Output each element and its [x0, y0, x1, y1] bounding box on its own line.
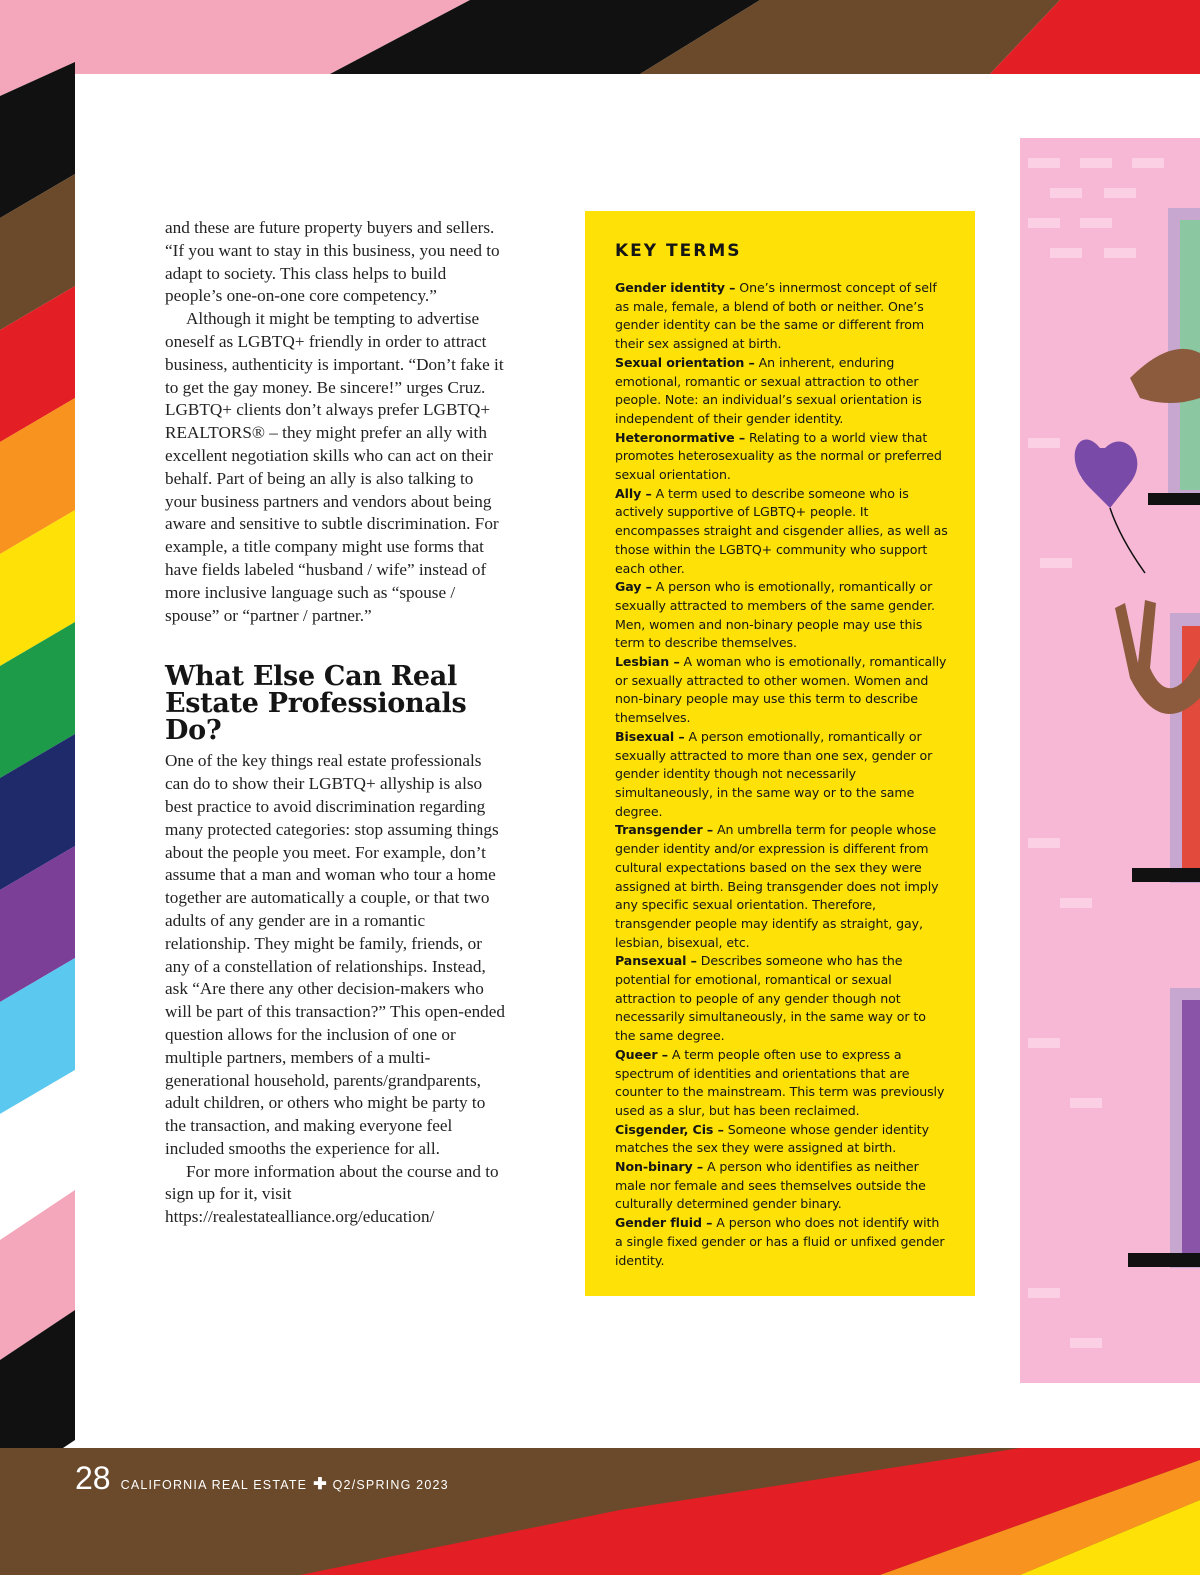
- key-terms-box: [585, 211, 975, 1296]
- term-name: Gender fluid –: [615, 1215, 713, 1231]
- term-definition: A person who identifies as neither male nor female and sees themselves outside the culturally determined gender binary.: [615, 1159, 926, 1212]
- building-illustration: [1020, 138, 1200, 1383]
- article-paragraph: One of the key things real estate professionals can do to show their LGBTQ+ allyship is also best practice to avoid discrimination regarding many protected categories: stop assuming things about the people you meet. For example, don’t assume that a man and woman who tour a home together are automatically a couple, or that two adults of any gender are in a romantic relationship. They might be family, friends, or any of a constellation of relationships. Instead, ask “Are there any other decision-makers who will be part of this transaction?” This open-ended question allows for the inclusion of one or multiple partners, members of a multi-generational household, parents/grandparents, adult children, or others who might be party to the transaction, and making everyone feel included smooths the experience for all.: [165, 751, 505, 1158]
- term-name: Non-binary –: [615, 1159, 704, 1175]
- term-name: Bisexual –: [615, 728, 685, 744]
- key-term: [615, 653, 949, 728]
- term-name: Pansexual –: [615, 953, 697, 969]
- term-definition: A person who is emotionally, romantically or sexually attracted to members of the same gender. Men, women and non-binary people may use this term to describe themselves.: [615, 579, 935, 651]
- key-terms-title: KEY TERMS: [615, 241, 742, 261]
- key-term: [615, 429, 949, 485]
- section-heading: What Else Can Real Estate Professionals Do?: [165, 661, 467, 747]
- key-term: [615, 821, 949, 952]
- term-definition: An inherent, enduring emotional, romantic or sexual attraction to other people. Note: an individual’s sexual orientation is independent of their gender identity.: [615, 354, 922, 426]
- term-definition: A person who does not identify with a single fixed gender or has a fluid or unfixed gender identity.: [615, 1215, 945, 1268]
- key-term: [615, 354, 949, 429]
- term-name: Gender identity –: [615, 280, 736, 295]
- key-terms-list: [615, 279, 949, 1270]
- key-term: [615, 952, 949, 1046]
- term-definition: A term used to describe someone who is actively supportive of LGBTQ+ people. It encompasses straight and cisgender allies, as well as those within the LGBTQ+ community who support each other.: [615, 485, 948, 576]
- term-definition: A person emotionally, romantically or sexually attracted to more than one sex, gender or gender identity though not necessarily simultaneously, in the same way or to the same degree.: [615, 728, 933, 819]
- term-definition: A term people often use to express a spectrum of identities and orientations that are counter to the mainstream. This term was previously used as a slur, but has been reclaimed.: [615, 1046, 945, 1118]
- term-name: Queer –: [615, 1046, 668, 1062]
- issue-label: Q2/SPRING 2023: [332, 1478, 449, 1492]
- article-paragraph: Although it might be tempting to advertise oneself as LGBTQ+ friendly in order to attract business, authenticity is important. “Don’t fake it to get the gay money. Be sincere!” urges Cruz. LGBTQ+ clients don’t always prefer LGBTQ+ REALTORS® – they might prefer an ally with excellent negotiation skills who can act on their behalf. Part of being an ally is also talking to your business partners and vendors about being aware and sensitive to subtle discrimination. For example, a title company might use forms that have fields labeled “husband / wife” instead of more inclusive language such as “spouse / spouse” or “partner / partner.”: [165, 309, 504, 625]
- key-term: [615, 1158, 949, 1214]
- term-name: Ally –: [615, 485, 652, 501]
- term-name: Gay –: [615, 579, 652, 595]
- term-name: Sexual orientation –: [615, 354, 755, 370]
- term-definition: Someone whose gender identity matches the sex they were assigned at birth.: [615, 1121, 929, 1156]
- term-definition: Describes someone who has the potential for emotional, romantical or sexual attraction to people of any gender though not necessarily simultaneously, in the same way or to the same degree.: [615, 953, 926, 1044]
- plus-icon: ✚: [313, 1476, 327, 1493]
- key-term: [615, 1046, 949, 1121]
- term-name: Heteronormative –: [615, 429, 746, 445]
- publication-name: CALIFORNIA REAL ESTATE: [120, 1478, 308, 1492]
- article-paragraph: and these are future property buyers and sellers. “If you want to stay in this business, you need to adapt to society. This class helps to build people’s one-on-one core competency.”: [165, 218, 500, 306]
- term-definition: A woman who is emotionally, romantically or sexually attracted to other women. Women and non-binary people may use this term to describe themselves.: [615, 654, 947, 726]
- key-term: [615, 578, 949, 653]
- term-definition: One’s innermost concept of self as male, female, a blend of both or neither. One’s gender identity can be the same or different from their sex assigned at birth.: [615, 280, 937, 352]
- key-term: [615, 1121, 949, 1158]
- term-name: Cisgender, Cis –: [615, 1121, 724, 1137]
- term-name: Lesbian –: [615, 654, 680, 670]
- page-number: 28: [75, 1460, 111, 1496]
- term-name: Transgender –: [615, 822, 714, 838]
- page-footer: [75, 1460, 449, 1500]
- article-column: [165, 217, 505, 1229]
- key-term: [615, 1214, 949, 1270]
- key-term: [615, 728, 949, 822]
- article-paragraph: For more information about the course and to sign up for it, visit https://realestatealliance.org/education/: [165, 1161, 499, 1227]
- term-definition: An umbrella term for people whose gender identity and/or expression is different from cultural expectations based on the sex they were assigned at birth. Being transgender does not imply any specific sexual orientation. Therefore, transgender people may identify as straight, gay, lesbian, bisexual, etc.: [615, 822, 939, 950]
- key-term: [615, 279, 949, 354]
- key-term: [615, 485, 949, 579]
- term-definition: Relating to a world view that promotes heterosexuality as the normal or preferred sexual orientation.: [615, 429, 942, 483]
